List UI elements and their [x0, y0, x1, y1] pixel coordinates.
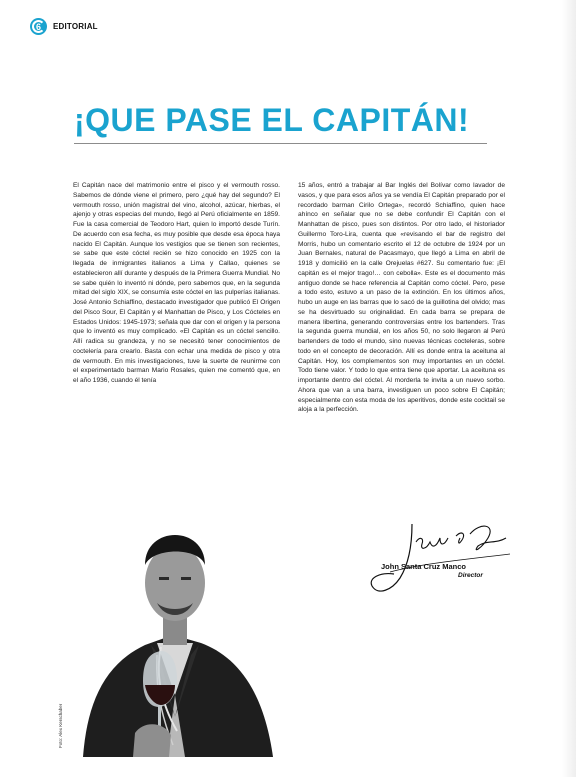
section-header: [30, 18, 98, 35]
page-number-badge: [30, 18, 47, 35]
article-column-left: [73, 181, 280, 386]
page-number: 6: [35, 21, 41, 32]
signature-role: Director: [458, 572, 483, 579]
title-divider: [74, 143, 487, 144]
author-photo: [73, 495, 279, 757]
signature-name: John Santa Cruz Manco: [381, 562, 467, 571]
section-label: EDITORIAL: [53, 22, 98, 31]
article-paragraph-left: El Capitán nace del matrimonio entre el pisco y el vermouth rosso. Sabemos de dónde viene el primero, pero ¿qué hay del segundo? El vermouth rosso, unión magistral del vino, alcohol, azúcar, hierbas, el ajenjo y otras especias del mundo, llegó al Perú oficialmente en 1859. Fue la casa comercial de Teodoro Hart, quien lo importó desde Turín. De acuerdo con esa fecha, es muy posible que desde esa época haya nacido El Capitán. Aunque los vestigios que se tienen son recientes, se sabe que este cóctel recién se hizo conocido en 1925 con la llegada de inmigrantes italianos a Lima y Callao, quienes se establecieron allí durante y después de la Primera Guerra Mundial. No se sabe quién lo inventó ni dónde, pero sabemos que, en la segunda mitad del siglo XIX, se consumía este cóctel en las pulperías italianas. José Antonio Schiaffino, destacado investigador que publicó El Origen del Pisco Sour, El Capitán y el Manhattan de Pisco, y Los Cócteles en Estados Unidos: 1945-1973; señala que dar con el origen y la persona que lo inventó es muy complicado. «El Capitán es un cóctel sencillo. Allí radica su grandeza, y no se necesitó tener conocimientos de coctelería para crearlo. Basta con echar una medida de pisco y otra de vermouth. En mis investigaciones, tuve la suerte de reunirme con el experimentado barman Mario Rosales, quien me comentó que, en el año 1936, cuando él tenía: [73, 182, 280, 384]
article-column-right: [298, 181, 505, 415]
article-title: ¡QUE PASE EL CAPITÁN!: [74, 102, 470, 138]
handwritten-signature: [360, 512, 520, 600]
page-edge-shadow: [562, 0, 576, 777]
article-paragraph-right: 15 años, entró a trabajar al Bar Inglés del Bolívar como lavador de vasos, y que para esos años ya se vendía El Capitán preparado por el recordado barman Cirilo Ortega», recordó Schiaffino, quien hace ahínco en señalar que no se debe confundir El Capitán con el Manhattan de pisco, pues son distintos. Por otro lado, el historiador Guillermo Toro-Lira, cuenta que «revisando el bar de registro del Morris, hubo un comentario escrito el 12 de octubre de 1924 por un Juan Bernales, natural de Pacasmayo, que llegó a Lima en abril de 1918 y domicilió en la calle Orejuelas #627. Su comentario fue: ¡El capitán es el mejor trago!… con cebolla». Este es el documento más antiguo donde se hace referencia al Capitán como cóctel. Pero, pese a todo esto, estuvo a un paso de la extinción. En los últimos años, hubo un auge en las barras que lo sacó de la guillotina del olvido; mas se ha desvirtuado su originalidad. En cada barra se prepara de manera libertina, generando controversias entre los bartenders. Tras la segunda guerra mundial, en los años 50, no solo llegaron al Perú bartenders de todo el mundo, sino nuevas técnicas cocteleras, sobre todo en el concepto de decoración. Allí es donde entra la aceituna al Capitán. Hoy, los complementos son muy importantes en un cóctel. Todo tiene valor. Y todo lo que entra tiene que aportar. La aceituna es importante dentro del cóctel. Al morderla te invita a un nuevo sorbo. Ahora que van a una barra, investiguen un poco sobre El Capitán; especialmente con esta moda de los aperitivos, donde este cocktail se aloja a la perfección.: [298, 182, 505, 414]
photo-credit: Foto: Alex Kerschaber: [58, 703, 63, 748]
